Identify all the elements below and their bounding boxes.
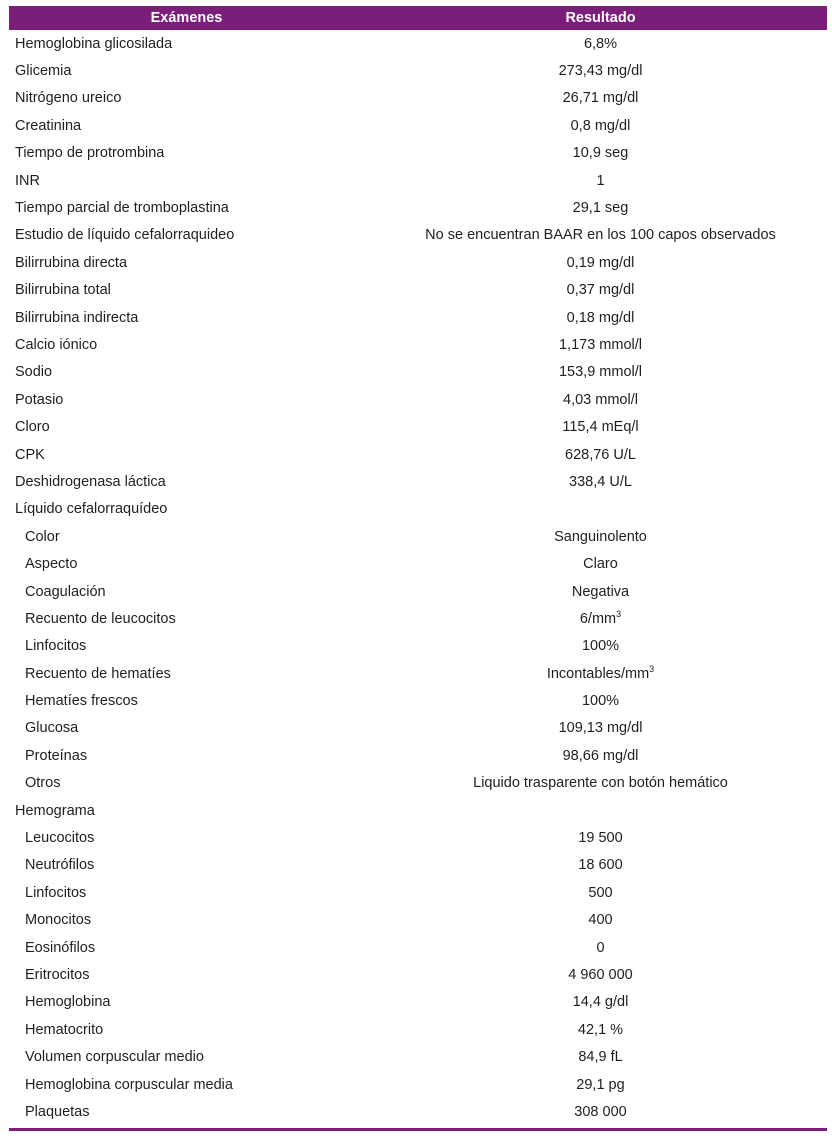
- result-value: 84,9 fL: [578, 1049, 623, 1066]
- exam-result: [364, 857, 827, 873]
- exam-result: [364, 663, 827, 682]
- result-value: 0,37 mg/dl: [566, 282, 635, 299]
- table-row: [9, 496, 827, 523]
- exam-name: Hematocrito: [25, 1021, 104, 1038]
- exam-result: [364, 118, 827, 134]
- exam-name: Linfocitos: [25, 884, 87, 901]
- result-value: 29,1 seg: [572, 200, 629, 217]
- result-value: 628,76 U/L: [565, 446, 636, 463]
- result-value: 18 600: [578, 857, 623, 874]
- exam-name: Glucosa: [25, 720, 79, 737]
- result-value: 338,4 U/L: [569, 473, 632, 490]
- exam-name: Hemograma: [15, 802, 95, 819]
- exam-result: [364, 638, 827, 654]
- exam-name: Deshidrogenasa láctica: [15, 473, 166, 490]
- table-row: [9, 331, 827, 358]
- result-superscript: 3: [616, 609, 622, 620]
- table-row: [9, 633, 827, 660]
- result-value: 6/mm: [579, 610, 617, 627]
- result-value: Incontables/mm: [546, 665, 650, 682]
- exam-result: [364, 392, 827, 408]
- exam-name: Cloro: [15, 419, 50, 436]
- exam-result: [364, 556, 827, 572]
- exam-name: Glicemia: [15, 63, 72, 80]
- table-row: [9, 605, 827, 632]
- exam-name: Aspecto: [25, 556, 78, 573]
- exam-result: [364, 529, 827, 545]
- exam-name: Hemoglobina corpuscular media: [25, 1076, 233, 1093]
- exam-result: [364, 994, 827, 1010]
- exam-result: [364, 830, 827, 846]
- table-row: [9, 770, 827, 797]
- table-row: [9, 112, 827, 139]
- exam-result: [364, 63, 827, 79]
- exam-name: Recuento de leucocitos: [25, 610, 176, 627]
- table-row: [9, 989, 827, 1016]
- exam-result: [364, 940, 827, 956]
- result-value: 0: [596, 939, 605, 956]
- result-value: 29,1 pg: [576, 1076, 625, 1093]
- table-row: [9, 852, 827, 879]
- exam-result: [364, 1049, 827, 1065]
- result-value: 1,173 mmol/l: [558, 336, 642, 353]
- exam-result: [364, 693, 827, 709]
- table-row: [9, 879, 827, 906]
- table-row: [9, 277, 827, 304]
- result-value: 6,8%: [583, 35, 618, 52]
- table-row: [9, 907, 827, 934]
- exam-name: Bilirrubina indirecta: [15, 309, 139, 326]
- table-row: [9, 359, 827, 386]
- exam-result: [364, 748, 827, 764]
- table-row: [9, 715, 827, 742]
- exam-result: [364, 419, 827, 435]
- table-row: [9, 413, 827, 440]
- header-result: Resultado: [565, 10, 636, 26]
- exam-name: CPK: [15, 446, 45, 463]
- exam-name: Proteínas: [25, 747, 88, 764]
- exam-name: Eritrocitos: [25, 966, 90, 983]
- table-row: [9, 660, 827, 687]
- result-superscript: 3: [649, 663, 655, 674]
- exam-result: [364, 720, 827, 736]
- exam-result: [364, 912, 827, 928]
- table-row: [9, 441, 827, 468]
- exam-name: Neutrófilos: [25, 857, 95, 874]
- exam-result: [364, 145, 827, 161]
- table-row: [9, 304, 827, 331]
- exam-name: Bilirrubina total: [15, 282, 111, 299]
- exam-name: Recuento de hematíes: [25, 665, 171, 682]
- table-row: [9, 742, 827, 769]
- exam-name: Eosinófilos: [25, 939, 96, 956]
- result-value: 100%: [581, 693, 620, 710]
- table-row: [9, 167, 827, 194]
- exam-result: [364, 447, 827, 463]
- result-value: Liquido trasparente con botón hemático: [473, 775, 728, 792]
- exam-name: Monocitos: [25, 912, 92, 929]
- exam-result: [364, 173, 827, 189]
- table-row: [9, 468, 827, 495]
- exam-name: Sodio: [15, 364, 53, 381]
- exam-name: Hemoglobina glicosilada: [15, 35, 173, 52]
- result-value: 0,8 mg/dl: [570, 117, 631, 134]
- exam-result: [364, 227, 827, 243]
- result-value: Negativa: [571, 583, 630, 600]
- exam-name: Bilirrubina directa: [15, 254, 128, 271]
- exam-name: Color: [25, 528, 60, 545]
- result-value: 26,71 mg/dl: [562, 90, 639, 107]
- exam-result: [364, 200, 827, 216]
- exam-result: [364, 282, 827, 298]
- result-value: 42,1 %: [577, 1021, 624, 1038]
- exam-name: Plaquetas: [25, 1103, 90, 1120]
- table-row: [9, 1043, 827, 1070]
- result-value: 0,18 mg/dl: [566, 309, 635, 326]
- exam-name: Creatinina: [15, 117, 82, 134]
- exam-result: [364, 611, 827, 627]
- exam-name: Estudio de líquido cefalorraquideo: [15, 227, 235, 244]
- exam-name: Volumen corpuscular medio: [25, 1049, 204, 1066]
- exam-result: [364, 310, 827, 326]
- table-row: [9, 824, 827, 851]
- table-row: [9, 30, 827, 57]
- exam-result: [364, 584, 827, 600]
- exam-result: [364, 255, 827, 271]
- table-row: [9, 57, 827, 84]
- exam-result: [364, 775, 827, 791]
- exam-name: Calcio iónico: [15, 336, 98, 353]
- exam-name: INR: [15, 172, 40, 189]
- table-row: [9, 194, 827, 221]
- table-header: [9, 6, 827, 30]
- result-value: Claro: [583, 556, 618, 573]
- table-row: [9, 550, 827, 577]
- lab-results-table: [9, 6, 827, 1131]
- result-value: 19 500: [578, 830, 623, 847]
- result-value: No se encuentran BAAR en los 100 capos observados: [425, 227, 776, 244]
- table-row: [9, 687, 827, 714]
- exam-name: Tiempo parcial de tromboplastina: [15, 200, 229, 217]
- table-row: [9, 1071, 827, 1098]
- exam-result: [364, 1077, 827, 1093]
- exam-name: Hematíes frescos: [25, 693, 138, 710]
- exam-result: [364, 474, 827, 490]
- result-value: 109,13 mg/dl: [558, 720, 643, 737]
- result-value: 100%: [581, 638, 620, 655]
- result-value: 153,9 mmol/l: [558, 364, 642, 381]
- table-row: [9, 1098, 827, 1125]
- bottom-rule: [9, 1128, 827, 1131]
- table-row: [9, 1016, 827, 1043]
- exam-name: Potasio: [15, 391, 64, 408]
- table-row: [9, 797, 827, 824]
- result-value: 500: [588, 884, 613, 901]
- exam-result: [364, 337, 827, 353]
- exam-name: Líquido cefalorraquídeo: [15, 501, 168, 518]
- exam-name: Hemoglobina: [25, 994, 111, 1011]
- result-value: 14,4 g/dl: [572, 994, 629, 1011]
- exam-result: [364, 1104, 827, 1120]
- result-value: Sanguinolento: [554, 528, 647, 545]
- table-row: [9, 961, 827, 988]
- header-exams: Exámenes: [150, 10, 223, 26]
- exam-result: [364, 364, 827, 380]
- table-row: [9, 578, 827, 605]
- table-body: [9, 30, 827, 1126]
- exam-name: Nitrógeno ureico: [15, 90, 122, 107]
- table-row: [9, 249, 827, 276]
- table-row: [9, 934, 827, 961]
- result-value: 308 000: [574, 1103, 627, 1120]
- table-row: [9, 85, 827, 112]
- result-value: 273,43 mg/dl: [558, 63, 643, 80]
- exam-name: Linfocitos: [25, 638, 87, 655]
- exam-result: [364, 1022, 827, 1038]
- result-value: 1: [596, 172, 605, 189]
- result-value: 98,66 mg/dl: [562, 747, 639, 764]
- result-value: 400: [588, 912, 613, 929]
- result-value: 115,4 mEq/l: [562, 419, 639, 436]
- result-value: 10,9 seg: [572, 145, 629, 162]
- exam-name: Otros: [25, 775, 61, 792]
- result-value: 4,03 mmol/l: [563, 391, 638, 408]
- exam-name: Leucocitos: [25, 830, 95, 847]
- exam-name: Coagulación: [25, 583, 106, 600]
- table-row: [9, 386, 827, 413]
- table-row: [9, 523, 827, 550]
- table-row: [9, 222, 827, 249]
- result-value: 4 960 000: [568, 966, 633, 983]
- table-row: [9, 140, 827, 167]
- exam-result: [364, 885, 827, 901]
- exam-name: Tiempo de protrombina: [15, 145, 165, 162]
- exam-result: [364, 90, 827, 106]
- exam-result: [364, 36, 827, 52]
- result-value: 0,19 mg/dl: [566, 254, 635, 271]
- exam-result: [364, 967, 827, 983]
